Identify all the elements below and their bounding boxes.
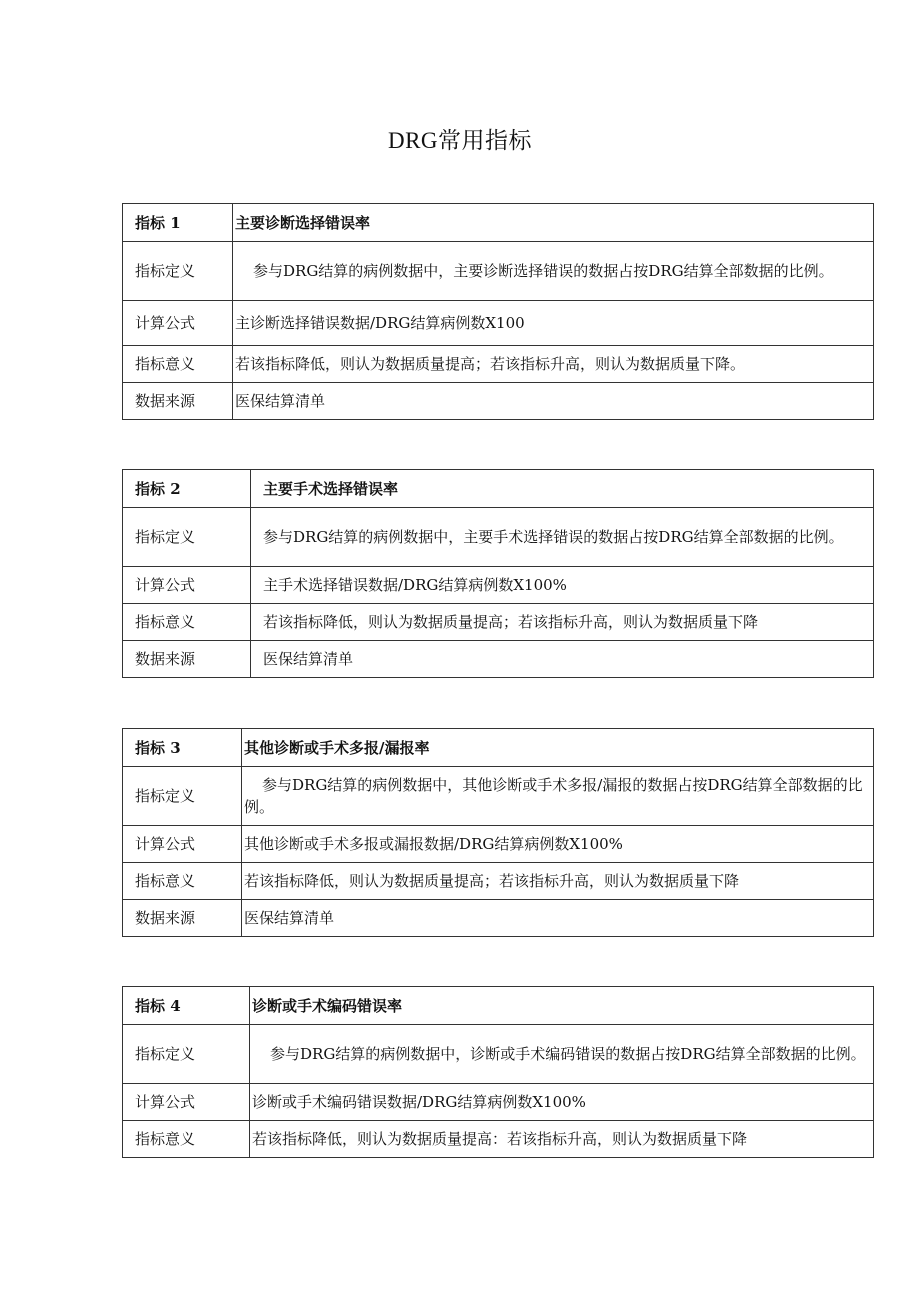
indicator-table-4 (122, 986, 874, 1158)
formula-label: 计算公式 (123, 301, 233, 346)
definition-label: 指标定义 (123, 767, 242, 826)
definition-cell (251, 508, 874, 567)
definition-cell (233, 242, 874, 301)
formula-label: 计算公式 (123, 567, 251, 604)
indicator-id: 指标 2 (123, 470, 251, 508)
indicator-table-1 (122, 203, 874, 420)
formula-text: 主手术选择错误数据/DRG结算病例数X100% (251, 567, 874, 604)
meaning-text: 若该指标降低，则认为数据质量提高；若该指标升高，则认为数据质量下降 (242, 863, 874, 900)
source-label: 数据来源 (123, 641, 251, 678)
meaning-label: 指标意义 (123, 1121, 250, 1158)
definition-label: 指标定义 (123, 242, 233, 301)
definition-text: 参与DRG结算的病例数据中，其他诊断或手术多报/漏报的数据占按DRG结算全部数据的比例。 (244, 776, 863, 816)
definition-cell (242, 767, 874, 826)
source-label: 数据来源 (123, 900, 242, 937)
definition-label: 指标定义 (123, 508, 251, 567)
source-label: 数据来源 (123, 383, 233, 420)
meaning-label: 指标意义 (123, 346, 233, 383)
definition-cell (250, 1025, 874, 1084)
definition-label: 指标定义 (123, 1025, 250, 1084)
indicator-id: 指标 4 (123, 987, 250, 1025)
meaning-text: 若该指标降低，则认为数据质量提高；若该指标升高，则认为数据质量下降 (251, 604, 874, 641)
formula-text: 主诊断选择错误数据/DRG结算病例数X100 (233, 301, 874, 346)
indicator-table-3 (122, 728, 874, 937)
meaning-label: 指标意义 (123, 863, 242, 900)
meaning-text: 若该指标降低，则认为数据质量提高：若该指标升高，则认为数据质量下降 (250, 1121, 874, 1158)
indicator-name: 其他诊断或手术多报/漏报率 (242, 729, 874, 767)
source-text: 医保结算清单 (233, 383, 874, 420)
definition-text: 参与DRG结算的病例数据中，主要诊断选择错误的数据占按DRG结算全部数据的比例。 (253, 262, 834, 280)
indicator-id: 指标 1 (123, 204, 233, 242)
indicator-name: 诊断或手术编码错误率 (250, 987, 874, 1025)
page-title: DRG常用指标 (387, 128, 533, 153)
indicator-table-2 (122, 469, 874, 678)
indicator-id: 指标 3 (123, 729, 242, 767)
formula-text: 其他诊断或手术多报或漏报数据/DRG结算病例数X100% (242, 826, 874, 863)
formula-label: 计算公式 (123, 1084, 250, 1121)
source-text: 医保结算清单 (251, 641, 874, 678)
meaning-label: 指标意义 (123, 604, 251, 641)
definition-text: 参与DRG结算的病例数据中，主要手术选择错误的数据占按DRG结算全部数据的比例。 (263, 528, 844, 546)
indicator-name: 主要手术选择错误率 (251, 470, 874, 508)
indicator-name: 主要诊断选择错误率 (233, 204, 874, 242)
source-text: 医保结算清单 (242, 900, 874, 937)
formula-text: 诊断或手术编码错误数据/DRG结算病例数X100% (250, 1084, 874, 1121)
meaning-text: 若该指标降低，则认为数据质量提高；若该指标升高，则认为数据质量下降。 (233, 346, 874, 383)
formula-label: 计算公式 (123, 826, 242, 863)
definition-text: 参与DRG结算的病例数据中，诊断或手术编码错误的数据占按DRG结算全部数据的比例。 (270, 1045, 866, 1063)
